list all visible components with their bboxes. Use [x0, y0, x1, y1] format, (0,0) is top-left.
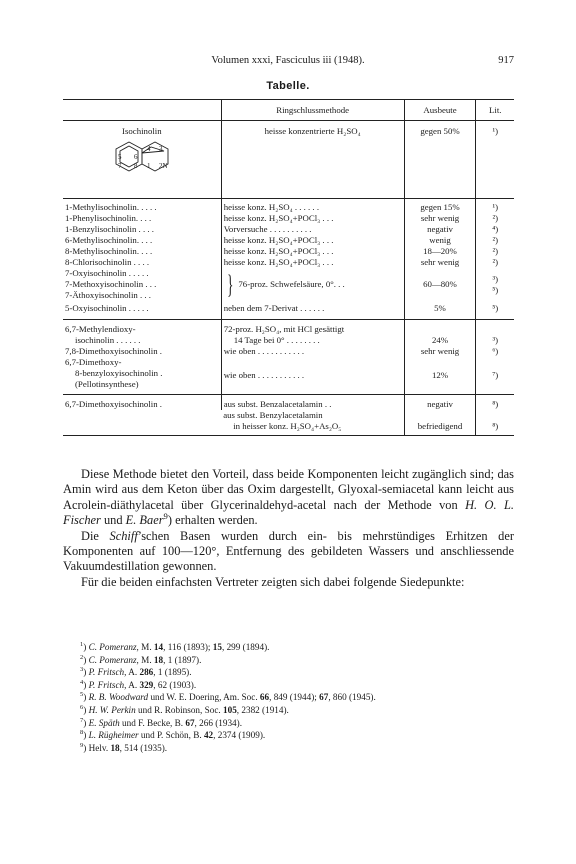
method-cell — [221, 410, 404, 436]
compound-cell: 7,8-Dimethoxyisochinolin . — [65, 346, 163, 356]
compound-name: 7-Oxyisochinolin . . . . . — [65, 268, 149, 278]
footnote: $^4$) P. Fritsch, A. 329, 62 (1903). — [80, 678, 197, 690]
ring-label: 2N — [158, 162, 168, 170]
compound-cell — [63, 357, 221, 395]
method-cell: heisse konz. H₂SO₄+POCl₃ . . . — [221, 257, 404, 268]
brace-icon: } — [226, 269, 234, 299]
method-cell — [221, 268, 404, 301]
method-cell: heisse konz. H₂SO₄+POCl₃ . . . — [221, 213, 404, 224]
ref-cell: ²) — [476, 213, 514, 224]
method-text: 72-proz. H₂SO₄, mit HCl gesättigt — [223, 324, 345, 334]
compound-cell — [63, 121, 221, 199]
ref-cell: ²) — [476, 235, 514, 246]
method-text: in heisser konz. H₂SO₄+As₂O₅ — [233, 421, 342, 431]
paragraph: Diese Methode bietet den Vorteil, dass beide Komponenten leicht zugänglich sind; das Amin wird aus dem Keton über das Oxim dargestellt, Glyoxal-semiacetal kann leicht aus Acrolein-diäthylacetal über Glycerinaldehyd-acetal nach der Methode von H. O. L. Fischer und E. Baer$^9$) erhalten werden. — [63, 467, 514, 528]
author-name: Schiff — [109, 528, 138, 543]
yield-cell: gegen 15% — [404, 199, 476, 214]
compound-name: 8-benzyloxyisochinolin . — [75, 368, 163, 378]
ref-cell: ¹) — [476, 121, 514, 199]
isoquinoline-table — [63, 99, 514, 436]
compound-name: isochinolin . . . . . . — [75, 335, 141, 345]
method-cell: heisse konz. H₂SO₄ . . . . . . — [221, 199, 404, 214]
method-cell: wie oben . . . . . . . . . . . — [221, 357, 404, 395]
ref-cell: ¹) — [476, 199, 514, 214]
table-row — [63, 268, 514, 301]
yield-cell: 60—80% — [404, 268, 476, 301]
yield-cell: sehr wenig — [404, 257, 476, 268]
ring-label: 5 — [117, 153, 122, 161]
compound-cell: 8-Methylisochinolin. . . . — [65, 246, 153, 256]
compound-name: (Pellotinsynthese) — [75, 379, 139, 389]
author-name: H. O. L. Fischer — [63, 497, 514, 528]
ring-label: 3 — [158, 145, 163, 153]
footnote: $^3$) P. Fritsch, A. 286, 1 (1895). — [80, 666, 192, 678]
yield-cell: negativ — [404, 395, 476, 411]
table-row — [63, 246, 514, 257]
table-row — [63, 199, 514, 214]
yield-cell: sehr wenig — [404, 346, 476, 357]
ref-cell: ²) — [476, 257, 514, 268]
table-row — [63, 320, 514, 347]
compound-cell: 5-Oxyisochinolin . . . . . — [65, 303, 149, 313]
method-cell: heisse konz. H₂SO₄+POCl₃ . . . — [221, 235, 404, 246]
page-number: 917 — [498, 55, 514, 66]
ref-cell: ⁷) — [476, 357, 514, 395]
ring-label: 7 — [117, 162, 122, 170]
footnotes — [80, 641, 514, 754]
ref-cell: ²) — [476, 246, 514, 257]
ref-cell — [476, 268, 514, 301]
ref-text: ³) — [492, 274, 499, 284]
compound-name: 6,7-Methylendioxy- — [65, 324, 136, 334]
ring-label: 4 — [146, 145, 151, 153]
table-row — [63, 121, 514, 199]
yield-cell: wenig — [404, 235, 476, 246]
ring-label: 8 — [133, 162, 138, 170]
table-row — [63, 235, 514, 246]
method-cell: neben dem 7-Derivat . . . . . . — [221, 301, 404, 320]
compound-cell: 6,7-Dimethoxyisochinolin . — [63, 395, 221, 436]
compound-cell: 8-Chlorisochinolin . . . . — [65, 257, 150, 267]
method-cell: wie oben . . . . . . . . . . . — [221, 346, 404, 357]
table-row — [63, 257, 514, 268]
journal-citation: Volumen xxxi, Fasciculus iii (1948). — [211, 55, 365, 66]
method-text: 14 Tage bei 0° . . . . . . . . — [233, 335, 320, 345]
ref-cell: ⁸) — [476, 395, 514, 411]
ref-text: ⁵) — [492, 285, 499, 295]
method-text: aus subst. Benzylacetalamin — [223, 410, 323, 420]
table-row — [63, 301, 514, 320]
footnote: $^2$) C. Pomeranz, M. 18, 1 (1897). — [80, 653, 202, 665]
yield-cell: negativ — [404, 224, 476, 235]
table-row — [63, 346, 514, 357]
table-title: Tabelle. — [266, 80, 310, 92]
table-header-row — [63, 100, 514, 121]
header-compound — [63, 100, 221, 121]
header-ref: Lit. — [476, 100, 514, 121]
yield-cell: befriedigend — [404, 410, 476, 436]
footnote: $^1$) C. Pomeranz, M. 14, 116 (1893); 15, 299 (1894). — [80, 640, 270, 652]
header-method: Ringschlussmethode — [221, 100, 404, 121]
header-yield: Ausbeute — [404, 100, 476, 121]
ring-label: 6 — [133, 153, 138, 161]
compound-name: 7-Methoxyisochinolin . . . — [65, 279, 157, 289]
yield-cell: 5% — [404, 301, 476, 320]
yield-cell: gegen 50% — [404, 121, 476, 199]
running-head — [62, 55, 514, 69]
paragraph: Die Schiff’schen Basen wurden durch ein- bis mehrstündiges Erhitzen der Komponenten auf 100—120°, Entfernung des gebildeten Wassers und anschliessende Vakuumdestillation gewonnen. — [63, 528, 514, 574]
isoquinoline-structure-diagram — [112, 139, 172, 185]
compound-name: 6,7-Dimethoxy- — [65, 357, 122, 367]
ref-cell: ³) — [476, 320, 514, 347]
yield-cell: 12% — [404, 357, 476, 395]
table-row — [63, 395, 514, 411]
footnote: $^9$) Helv. 18, 514 (1935). — [80, 741, 168, 753]
compound-cell: 1-Phenylisochinolin. . . . — [65, 213, 152, 223]
yield-cell: 24% — [404, 320, 476, 347]
ref-cell: ⁵) — [476, 301, 514, 320]
paragraph: Für die beiden einfachsten Vertreter zeigten sich dabei folgende Siedepunkte: — [81, 574, 465, 589]
table-row — [63, 213, 514, 224]
method-cell: heisse konz. H₂SO₄+POCl₃ . . . — [221, 246, 404, 257]
ref-cell: ⁶) — [476, 346, 514, 357]
method-cell: Vorversuche . . . . . . . . . . — [221, 224, 404, 235]
compound-cell: 1-Methylisochinolin. . . . . — [63, 199, 221, 214]
ref-cell: ⁸) — [476, 410, 514, 436]
ring-label: 1 — [146, 162, 151, 170]
compound-cell — [63, 320, 221, 347]
body-text — [63, 467, 514, 590]
compound-cell — [63, 268, 221, 301]
method-cell: aus subst. Benzalacetalamin . . — [221, 395, 404, 411]
compound-name: Isochinolin — [122, 126, 162, 136]
yield-cell: sehr wenig — [404, 213, 476, 224]
method-text: 76-proz. Schwefelsäure, 0°. . . — [238, 278, 345, 289]
ref-cell: ⁴) — [476, 224, 514, 235]
footnote: $^8$) L. Rügheimer und P. Schön, B. 42, 2374 (1909). — [80, 729, 266, 741]
method-cell: heisse konzentrierte H₂SO₄ — [221, 121, 404, 199]
author-name: E. Baer — [125, 513, 164, 528]
yield-cell: 18—20% — [404, 246, 476, 257]
compound-name: 7-Äthoxyisochinolin . . . — [65, 290, 152, 300]
compound-cell: 1-Benzylisochinolin . . . . — [65, 224, 154, 234]
footnote: $^5$) R. B. Woodward und W. E. Doering, Am. Soc. 66, 849 (1944); 67, 860 (1945). — [80, 691, 376, 703]
compound-cell: 6-Methylisochinolin. . . . — [65, 235, 153, 245]
footnote: $^7$) E. Späth und F. Becke, B. 67, 266 (1934). — [80, 716, 242, 728]
footnote: $^6$) H. W. Perkin und R. Robinson, Soc. 105, 2382 (1914). — [80, 703, 289, 715]
table-row — [63, 224, 514, 235]
footnote-ref: 9 — [163, 511, 168, 522]
method-cell — [221, 320, 404, 347]
table-row — [63, 357, 514, 395]
